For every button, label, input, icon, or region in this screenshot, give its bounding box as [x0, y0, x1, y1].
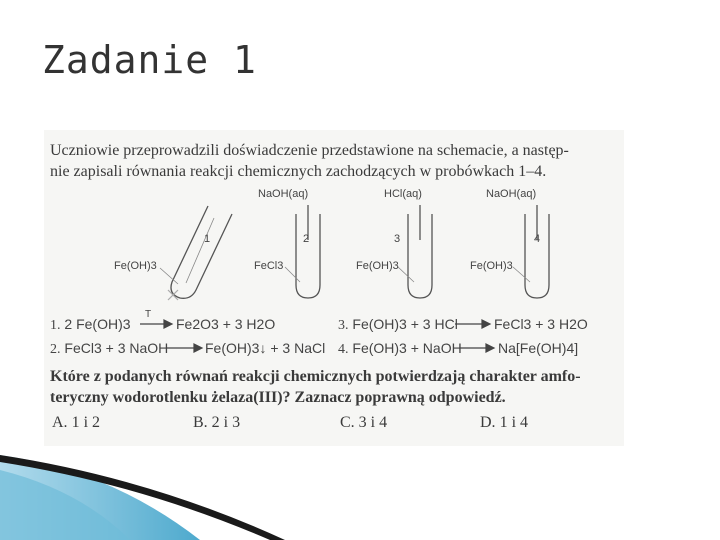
equation-2-left: 2. FeCl3 + 3 NaOH [50, 340, 169, 357]
equation-1-right: Fe2O3 + 3 H2O [176, 316, 276, 332]
answer-option-c[interactable]: C. 3 i 4 [340, 414, 388, 431]
tube-1-contents: Fe(OH)3 [114, 260, 157, 272]
slide-title: Zadanie 1 [42, 38, 257, 82]
equation-3-left: 3. Fe(OH)3 + 3 HCl [338, 316, 458, 333]
tube-2-number: 2 [303, 233, 310, 245]
task-intro-line-2: nie zapisali równania reakcji chemicznych zachodzących w probówkach 1–4. [50, 163, 547, 180]
tube-3-contents: Fe(OH)3 [356, 260, 399, 272]
answer-option-a[interactable]: A. 1 i 2 [52, 414, 101, 431]
tube-4-number: 4 [534, 233, 541, 245]
equation-1-left: 1. 2 Fe(OH)3 [50, 316, 131, 333]
tube-3-number: 3 [394, 233, 401, 245]
tube-2-reagent: NaOH(aq) [258, 188, 309, 200]
tube-4-contents: Fe(OH)3 [470, 260, 513, 272]
tube-2-contents: FeCl3 [254, 260, 284, 272]
task-intro-line-1: Uczniowie przeprowadzili doświadczenie przedstawione na schemacie, a następ- [50, 142, 569, 159]
equation-3-right: FeCl3 + 3 H2O [494, 316, 588, 332]
equation-1-heat-label: T [145, 309, 152, 320]
task-question-line-2: teryczny wodorotlenku żelaza(III)? Zaznacz poprawną odpowiedź. [50, 389, 506, 406]
answer-option-d[interactable]: D. 1 i 4 [480, 414, 529, 431]
tube-3-reagent: HCl(aq) [384, 188, 422, 200]
equation-2-right: Fe(OH)3↓ + 3 NaCl [205, 340, 326, 356]
answer-option-b[interactable]: B. 2 i 3 [193, 414, 241, 431]
tube-4-reagent: NaOH(aq) [486, 188, 537, 200]
equation-4-right: Na[Fe(OH)4] [498, 340, 579, 356]
task-question-line-1: Które z podanych równań reakcji chemicznych potwierdzają charakter amfo- [50, 368, 581, 385]
tube-1-number: 1 [204, 233, 211, 245]
equation-4-left: 4. Fe(OH)3 + NaOH [338, 340, 462, 357]
